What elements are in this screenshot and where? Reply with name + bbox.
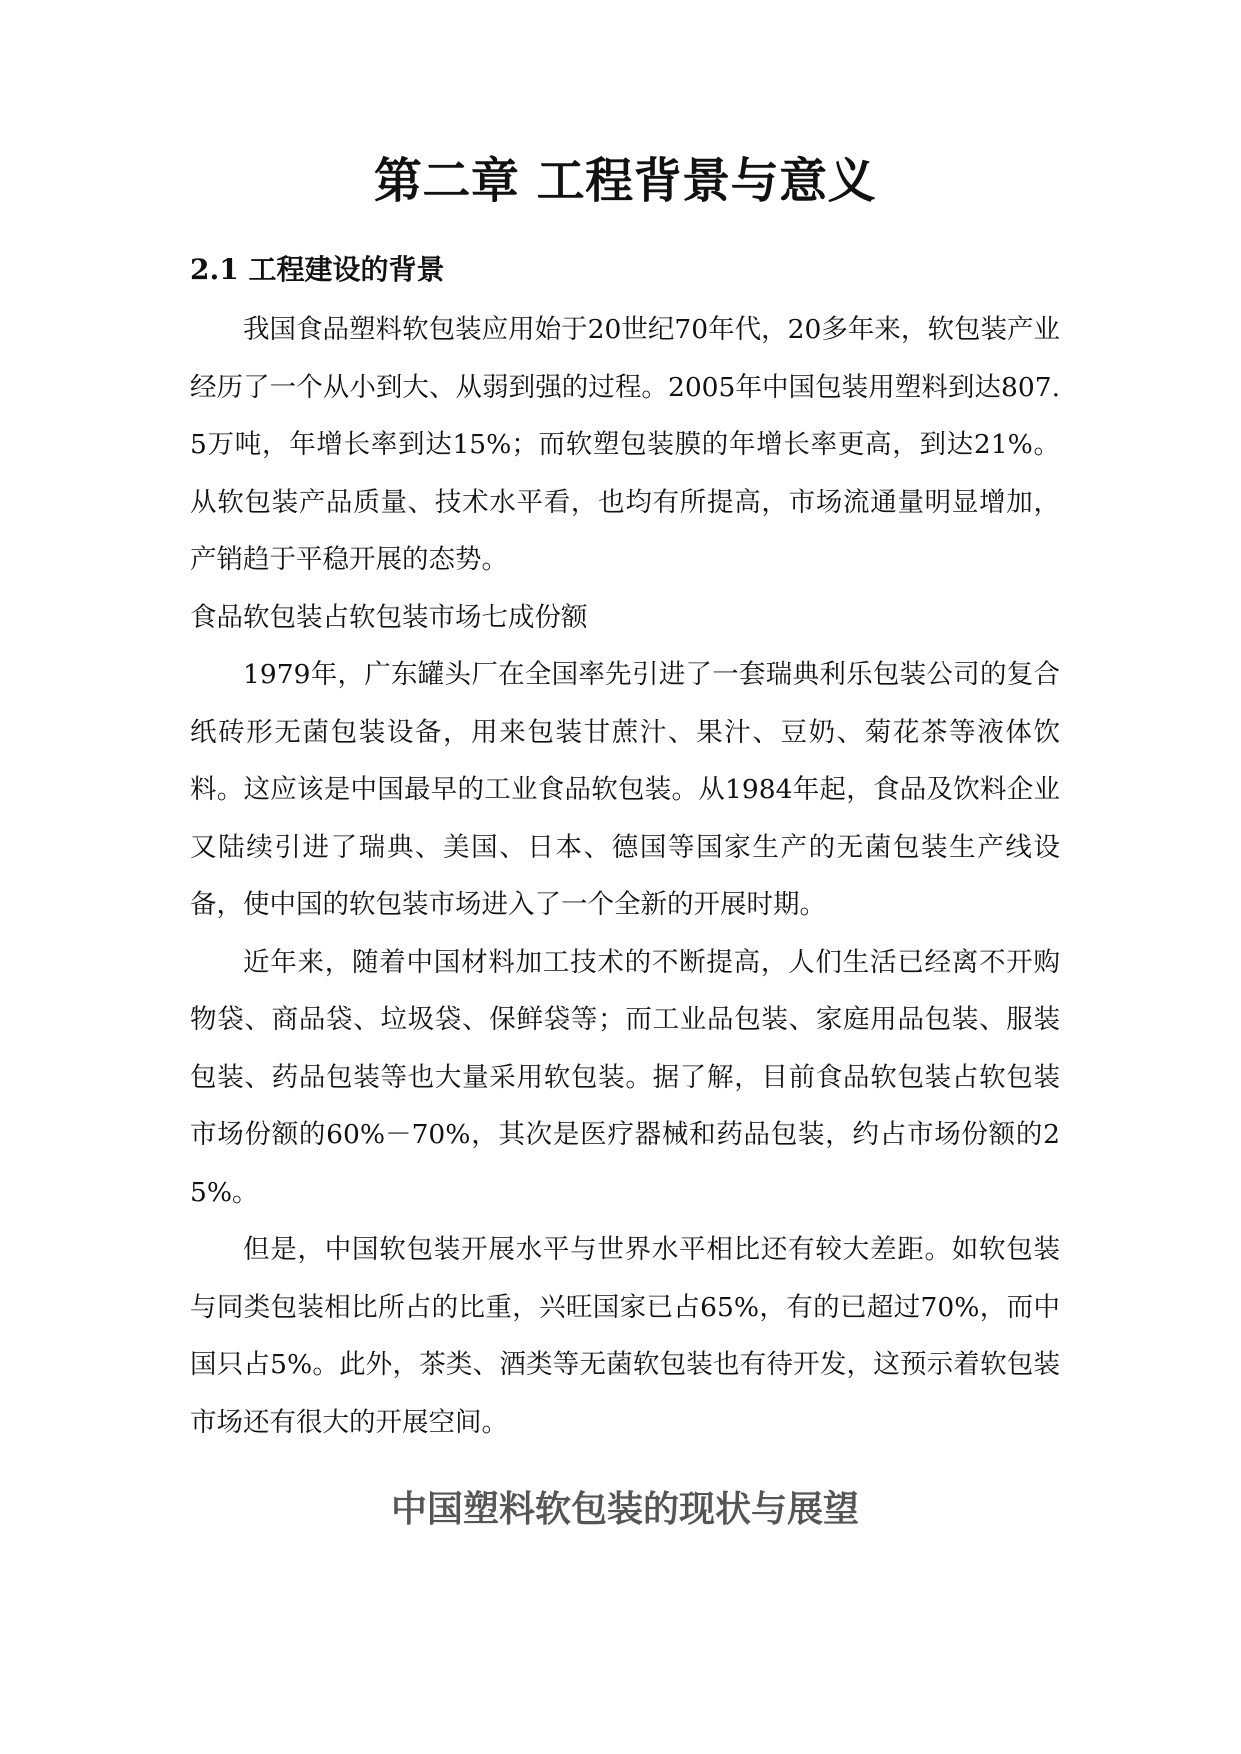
body-paragraph-2: 1979年，广东罐头厂在全国率先引进了一套瑞典利乐包装公司的复合纸砖形无菌包装设备，用来包装甘蔗汁、果汁、豆奶、菊花茶等液体饮料。这应该是中国最早的工业食品软包装。从1984年起，食品及饮料企业又陆续引进了瑞典、美国、日本、德国等国家生产的无菌包装生产线设备，使中国的软包装市场进入了一个全新的开展时期。: [190, 659, 1060, 920]
chapter-title: 第二章 工程背景与意义: [373, 153, 877, 209]
article-subtitle: 中国塑料软包装的现状与展望: [390, 1488, 859, 1530]
body-paragraph-1: 我国食品塑料软包装应用始于20世纪70年代，20多年来，软包装产业经历了一个从小到大、从弱到强的过程。2005年中国包装用塑料到达807.5万吨，年增长率到达15%；而软塑包装膜的年增长率更高，到达21%。从软包装产品质量、技术水平看，也均有所提高，市场流通量明显增加，产销趋于平稳开展的态势。: [190, 314, 1060, 575]
inline-subheading: 食品软包装占软包装市场七成份额: [190, 601, 588, 633]
body-paragraph-3: 近年来，随着中国材料加工技术的不断提高，人们生活已经离不开购物袋、商品袋、垃圾袋、保鲜袋等；而工业品包装、家庭用品包装、服装包装、药品包装等也大量采用软包装。据了解，目前食品软包装占软包装市场份额的60%－70%，其次是医疗器械和药品包装，约占市场份额的25%。: [190, 946, 1060, 1208]
section-heading: 2.1 工程建设的背景: [190, 253, 445, 286]
body-paragraph-4: 但是，中国软包装开展水平与世界水平相比还有较大差距。如软包装与同类包装相比所占的比重，兴旺国家已占65%，有的已超过70%，而中国只占5%。此外，茶类、酒类等无菌软包装也有待开发，这预示着软包装市场还有很大的开展空间。: [190, 1234, 1060, 1438]
page-content: [190, 145, 1060, 1539]
